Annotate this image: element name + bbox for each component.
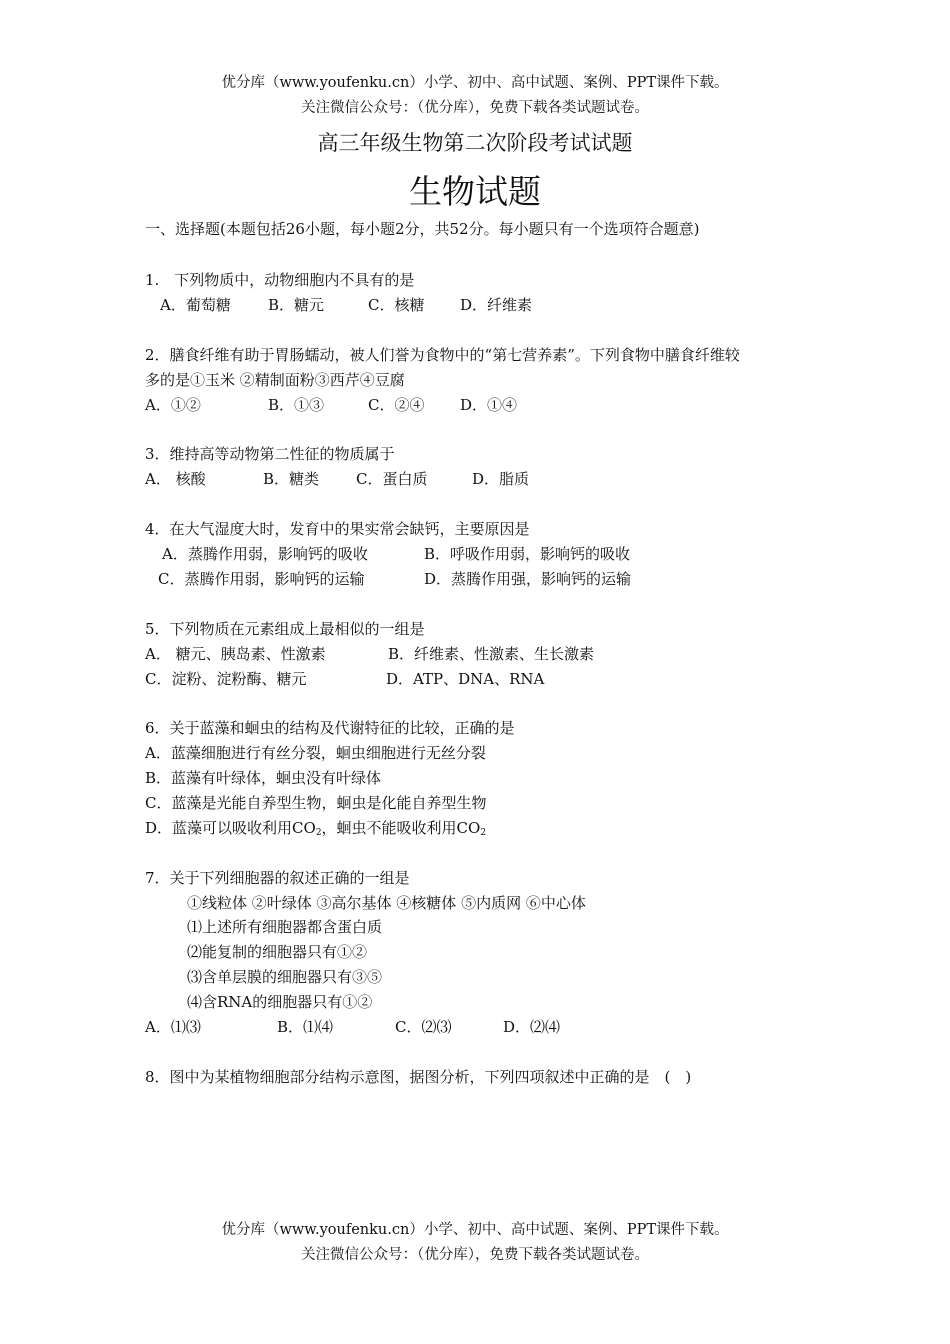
page-title: 生物试题 xyxy=(409,172,541,211)
question-4-option-b: B．呼吸作用弱，影响钙的吸收 xyxy=(424,545,631,563)
question-7-statement-1: ⑴上述所有细胞器都含蛋白质 xyxy=(187,918,383,936)
question-2-option-d: D．①④ xyxy=(460,396,518,414)
question-1-option-d: D．纤维素 xyxy=(460,296,533,314)
question-8-stem: 8．图中为某植物细胞部分结构示意图，据图分析，下列四项叙述中正确的是 ( ) xyxy=(145,1068,692,1086)
question-7-organelle-list: ①线粒体 ②叶绿体 ③高尔基体 ④核糖体 ⑤内质网 ⑥中心体 xyxy=(187,894,586,912)
question-5-option-b: B．纤维素、性激素、生长激素 xyxy=(388,645,595,663)
question-5-option-c: C．淀粉、淀粉酶、糖元 xyxy=(145,670,307,688)
footer-line-1: 优分库（www.youfenku.cn）小学、初中、高中试题、案例、PPT课件下载。 xyxy=(221,1222,729,1238)
question-3-option-a: A． 核酸 xyxy=(145,470,206,488)
question-3-option-d: D．脂质 xyxy=(472,470,530,488)
question-7-statement-2: ⑵能复制的细胞器只有①② xyxy=(187,943,368,961)
question-5-stem: 5．下列物质在元素组成上最相似的一组是 xyxy=(145,620,425,638)
exam-subtitle: 高三年级生物第二次阶段考试试题 xyxy=(317,131,633,155)
subscript-2: 2 xyxy=(315,828,322,838)
question-2-stem-line-1: 2．膳食纤维有助于胃肠蠕动，被人们誉为食物中的“第七营养素”。下列食物中膳食纤维较 xyxy=(145,346,740,364)
question-6-option-b: B．蓝藻有叶绿体，蛔虫没有叶绿体 xyxy=(145,769,382,787)
subscript-2: 2 xyxy=(480,828,487,838)
question-7-option-a: A．⑴⑶ xyxy=(145,1018,201,1036)
question-4-option-a: A．蒸腾作用弱，影响钙的吸收 xyxy=(162,545,368,563)
question-6-option-d xyxy=(145,818,486,843)
question-2-option-c: C．②④ xyxy=(368,396,425,414)
question-5-option-d: D．ATP、DNA、RNA xyxy=(386,670,545,688)
question-3-stem: 3．维持高等动物第二性征的物质属于 xyxy=(145,445,395,463)
question-7-option-b: B．⑴⑷ xyxy=(277,1018,334,1036)
question-2-stem-line-2: 多的是①玉米 ②精制面粉③西芹④豆腐 xyxy=(145,371,405,389)
header-line-1: 优分库（www.youfenku.cn）小学、初中、高中试题、案例、PPT课件下载。 xyxy=(221,75,729,91)
question-6-option-d-part-2: ，蛔虫不能吸收利用CO xyxy=(321,819,481,837)
question-2-option-b: B．①③ xyxy=(268,396,325,414)
question-4-option-d: D．蒸腾作用强，影响钙的运输 xyxy=(424,570,632,588)
question-7-option-c: C．⑵⑶ xyxy=(395,1018,452,1036)
footer-line-2: 关注微信公众号：（优分库），免费下载各类试题试卷。 xyxy=(301,1247,649,1263)
question-1-option-a: A．葡萄糖 xyxy=(160,296,231,314)
question-1-option-b: B．糖元 xyxy=(268,296,325,314)
question-6-stem: 6．关于蓝藻和蛔虫的结构及代谢特征的比较，正确的是 xyxy=(145,719,515,737)
question-6-option-c: C．蓝藻是光能自养型生物，蛔虫是化能自养型生物 xyxy=(145,794,487,812)
section-heading: 一、选择题(本题包括26小题，每小题2分，共52分。每小题只有一个选项符合题意) xyxy=(145,220,700,238)
question-6-option-d-part-1: D．蓝藻可以吸收利用CO xyxy=(145,819,316,837)
header-line-2: 关注微信公众号：（优分库），免费下载各类试题试卷。 xyxy=(301,100,649,116)
question-3-option-b: B．糖类 xyxy=(263,470,320,488)
question-2-option-a: A．①② xyxy=(145,396,201,414)
question-1-stem: 1. 下列物质中，动物细胞内不具有的是 xyxy=(145,271,415,289)
question-4-stem: 4．在大气湿度大时，发育中的果实常会缺钙，主要原因是 xyxy=(145,520,530,538)
question-1-option-c: C．核糖 xyxy=(368,296,425,314)
question-7-stem: 7．关于下列细胞器的叙述正确的一组是 xyxy=(145,869,410,887)
question-4-option-c: C．蒸腾作用弱，影响钙的运输 xyxy=(158,570,365,588)
question-7-option-d: D．⑵⑷ xyxy=(503,1018,561,1036)
question-7-statement-3: ⑶含单层膜的细胞器只有③⑤ xyxy=(187,968,383,986)
question-7-statement-4: ⑷含RNA的细胞器只有①② xyxy=(187,993,373,1011)
question-6-option-a: A．蓝藻细胞进行有丝分裂，蛔虫细胞进行无丝分裂 xyxy=(145,744,486,762)
question-3-option-c: C．蛋白质 xyxy=(356,470,428,488)
question-5-option-a: A． 糖元、胰岛素、性激素 xyxy=(145,645,326,663)
